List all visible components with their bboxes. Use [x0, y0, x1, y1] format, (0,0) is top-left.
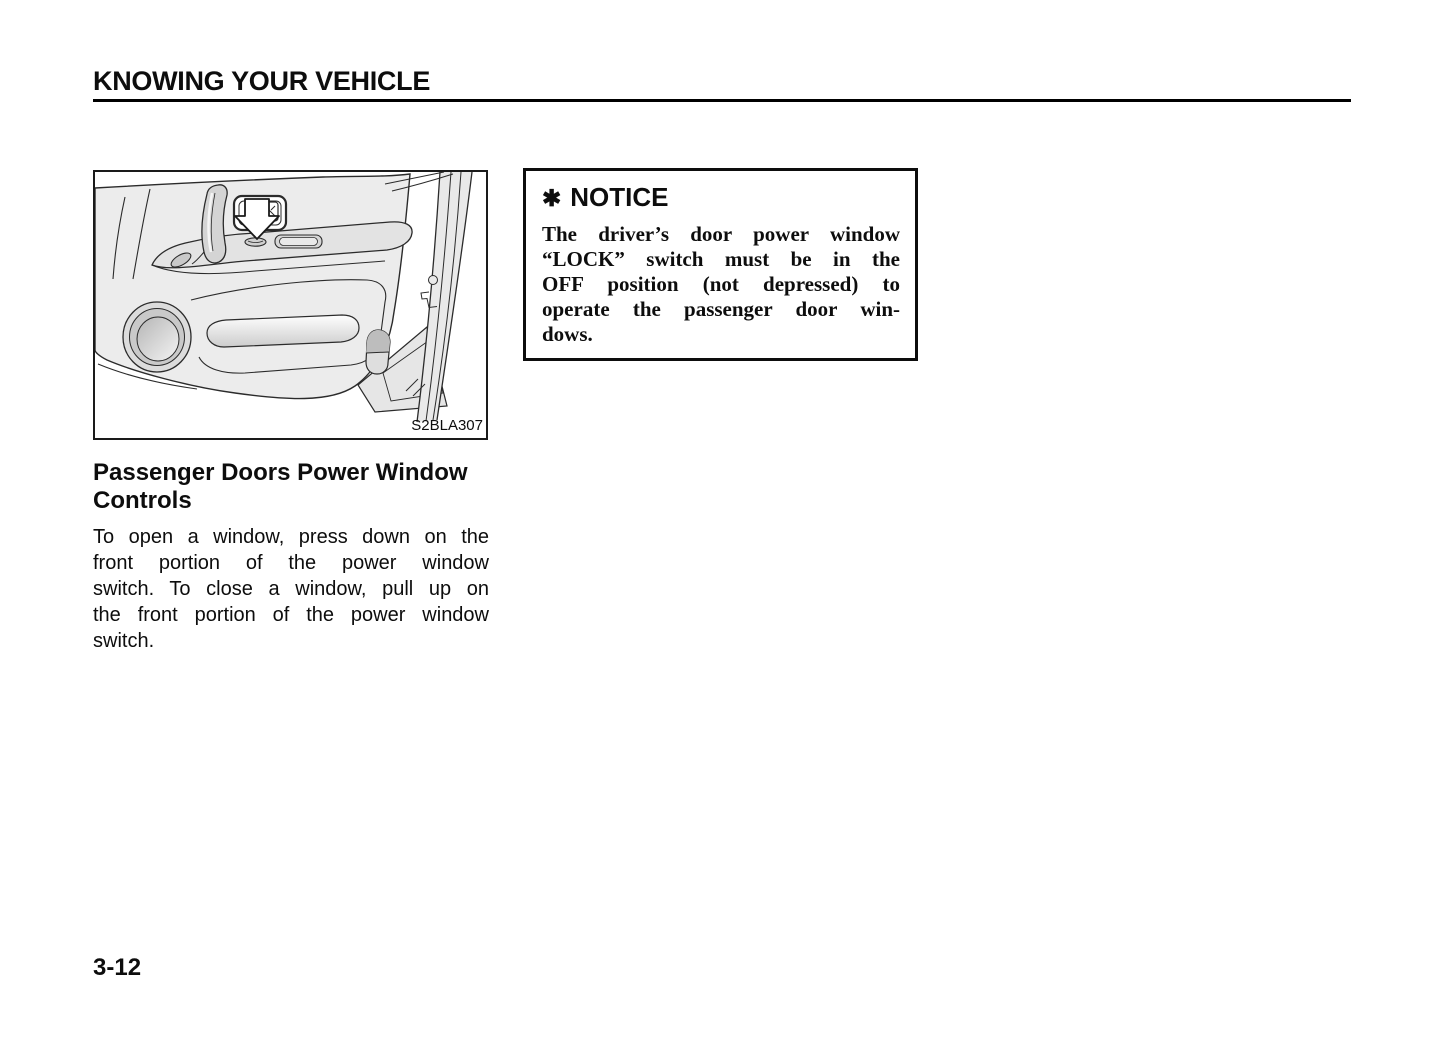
body-line: switch.	[93, 630, 155, 652]
notice-title	[542, 182, 900, 213]
door-panel-figure	[93, 170, 488, 440]
body-line: switch. To close a window, pull up on	[93, 578, 489, 600]
notice-title-text: NOTICE	[570, 182, 669, 212]
notice-line: operate the passenger door win-	[542, 297, 900, 321]
section-heading-line: Passenger Doors Power Window	[93, 459, 468, 486]
body-line: the front portion of the power window	[93, 604, 489, 626]
speaker	[123, 302, 191, 372]
section-heading-line: Controls	[93, 487, 192, 514]
door-edge-screw	[429, 276, 438, 285]
power-window-switch	[245, 238, 266, 246]
page-number: 3-12	[93, 954, 142, 981]
notice-line: “LOCK” switch must be in the	[542, 247, 900, 271]
notice-line: OFF position (not depressed) to	[542, 272, 900, 296]
handle-cup	[366, 330, 390, 374]
notice-box	[523, 168, 918, 361]
switch-recess	[275, 235, 322, 248]
asterisk-icon: ✱	[542, 185, 562, 211]
figure-caption: S2BLA307	[411, 417, 483, 434]
door-pull-handle	[207, 315, 359, 347]
notice-body	[542, 222, 900, 347]
notice-line: The driver’s door power window	[542, 222, 900, 246]
body-line: front portion of the power window	[93, 552, 489, 574]
notice-line: dows.	[542, 322, 593, 346]
page-title: KNOWING YOUR VEHICLE	[93, 66, 431, 96]
door-panel-drawing	[95, 172, 486, 438]
body-line: To open a window, press down on the	[93, 526, 489, 548]
header-rule	[93, 99, 1351, 102]
section-body	[93, 524, 489, 654]
section-heading	[93, 459, 495, 515]
